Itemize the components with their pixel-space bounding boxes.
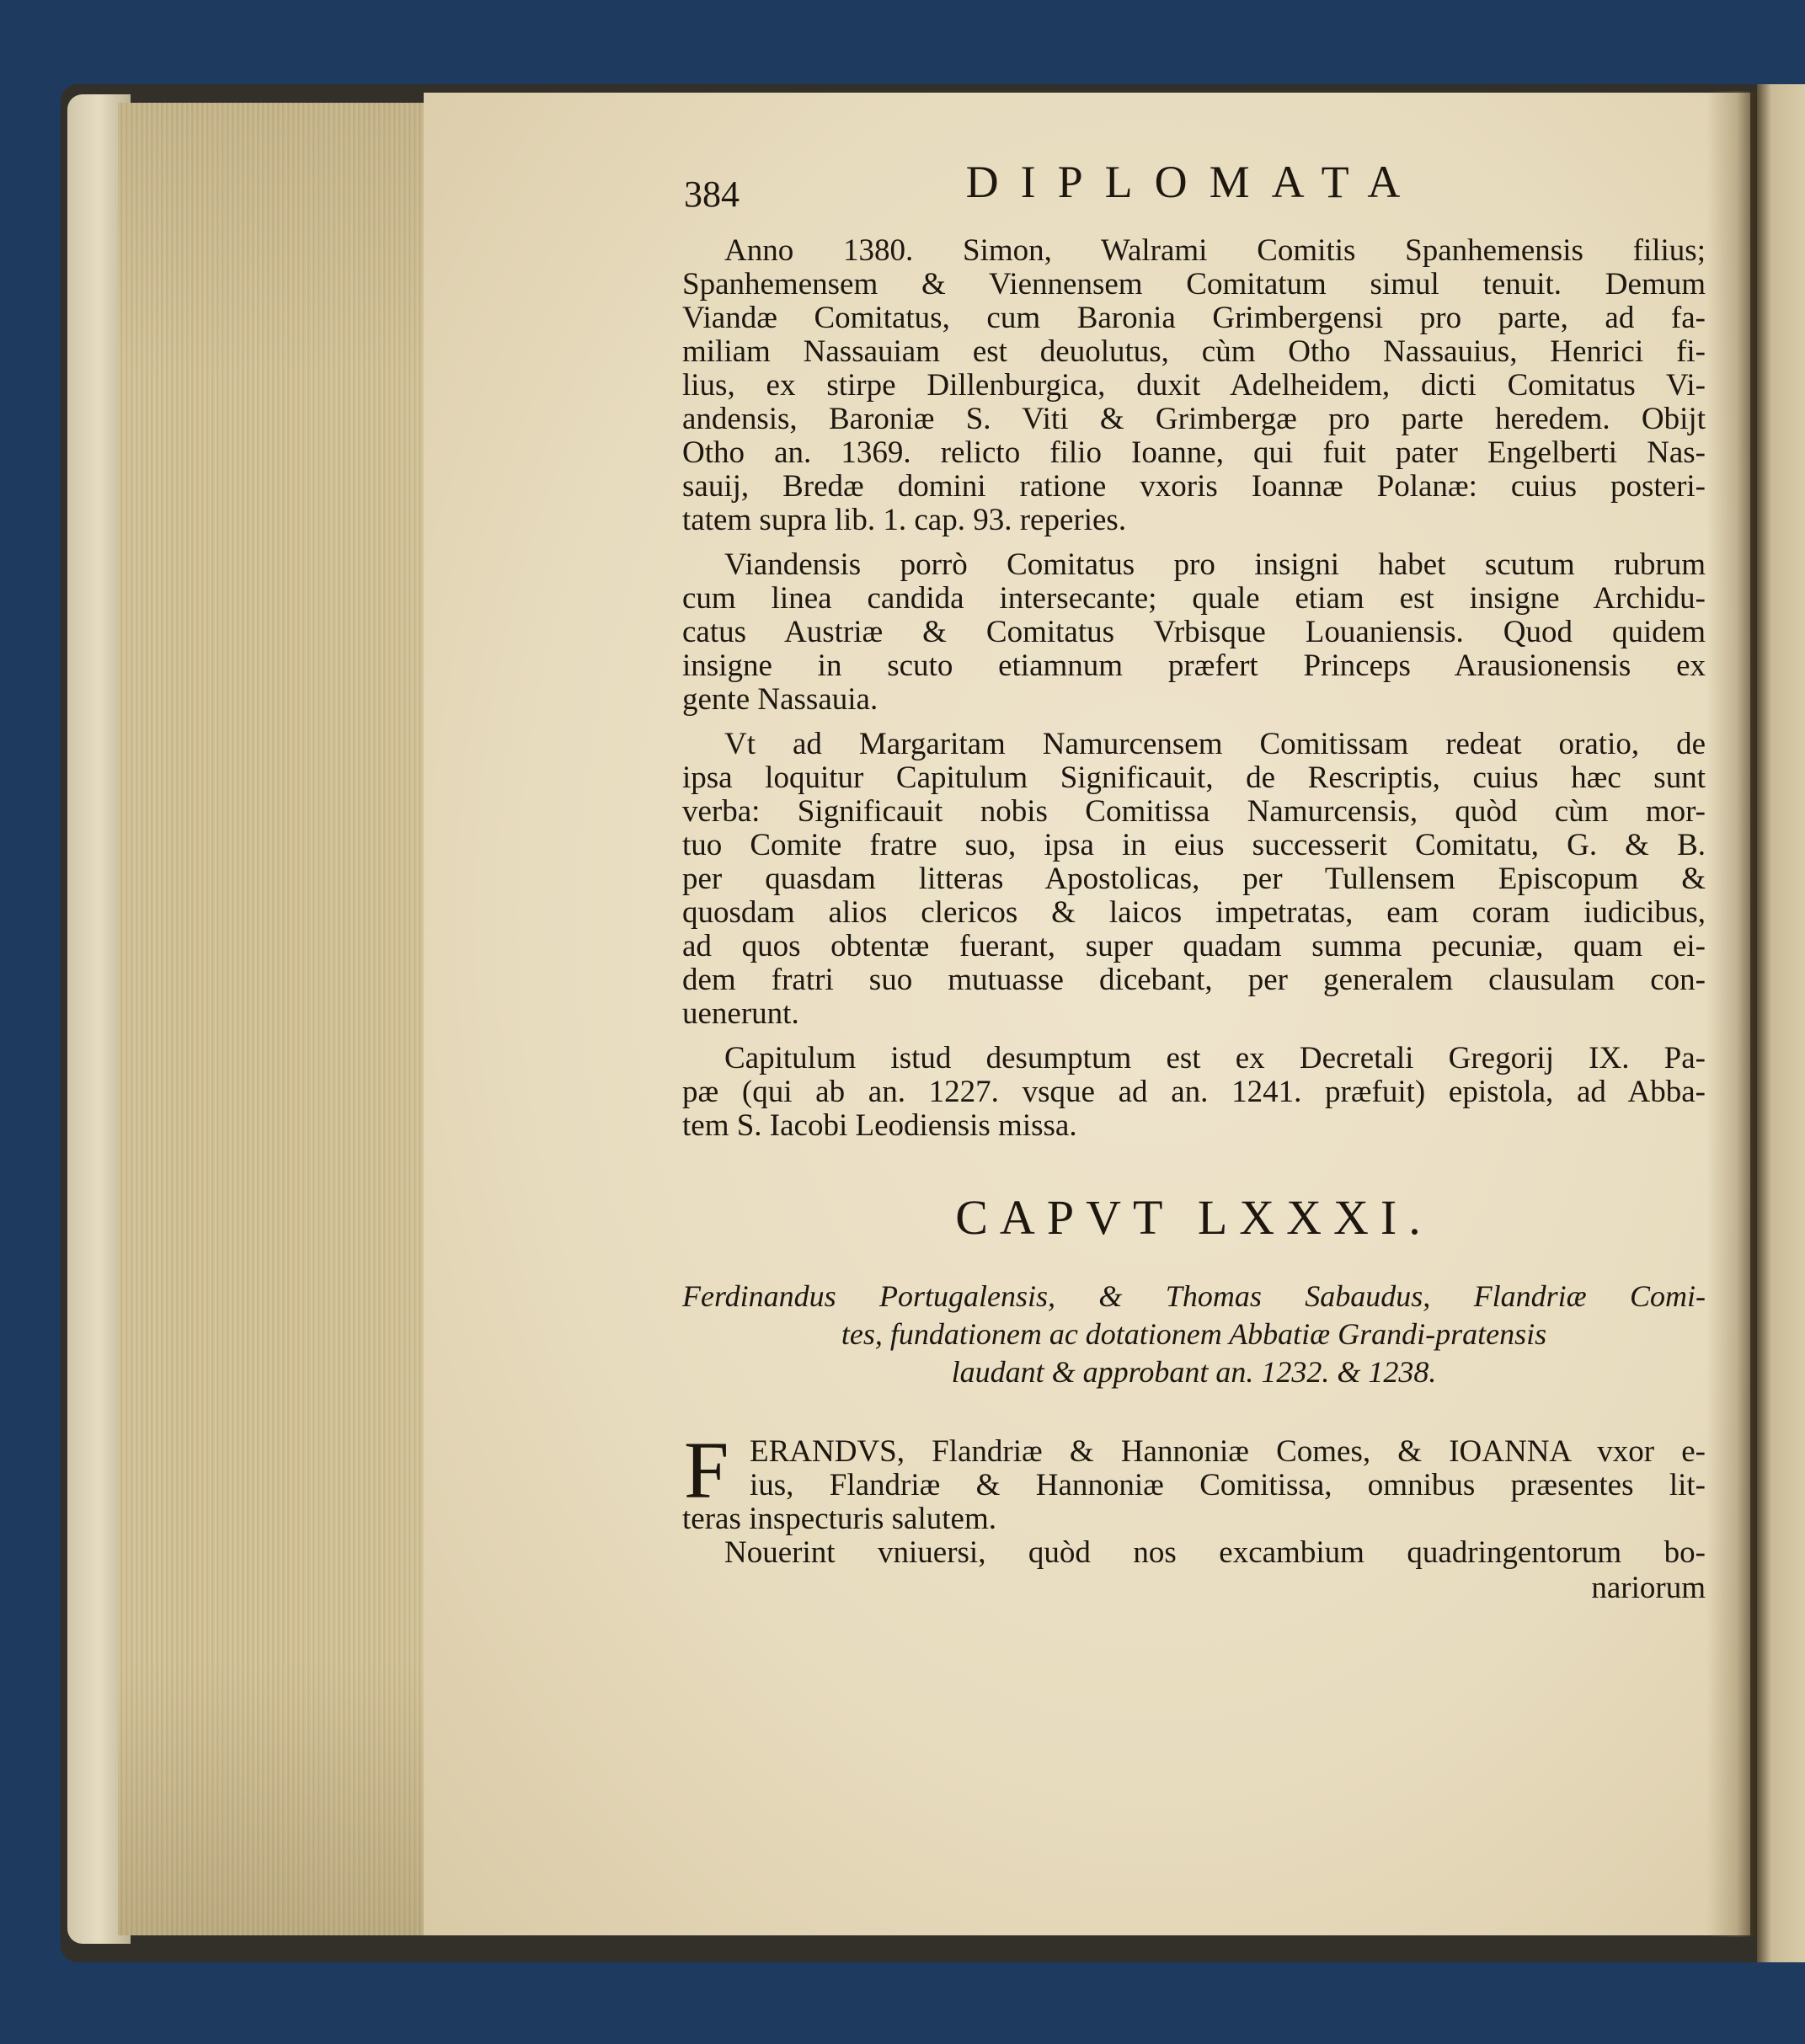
charter-text xyxy=(682,1425,1706,1605)
text-line: ad quos obtentæ fuerant, super quadam summa pecuniæ, quam ei- xyxy=(682,930,1706,963)
text-line: andensis, Baroniæ S. Viti & Grimbergæ pro parte heredem. Obijt xyxy=(682,403,1706,436)
text-line: Anno 1380. Simon, Walrami Comitis Spanhemensis filius; xyxy=(724,234,1706,268)
page-text-block xyxy=(682,139,1706,1605)
paragraph-capitulum xyxy=(682,1042,1706,1143)
page-number: 384 xyxy=(684,173,740,215)
page-gutter xyxy=(1706,91,1757,1937)
drop-cap: F xyxy=(684,1425,729,1515)
text-line: gente Nassauia. xyxy=(682,683,878,717)
text-line: Viandæ Comitatus, cum Baronia Grimbergensi pro parte, ad fa- xyxy=(682,302,1706,335)
text-line: sauij, Bredæ domini ratione vxoris Ioannæ Polanæ: cuius posteri- xyxy=(682,470,1706,504)
paragraph-anno-1380 xyxy=(682,234,1706,537)
text-line: ERANDVS, Flandriæ & Hannoniæ Comes, & IOANNA vxor e- xyxy=(750,1435,1706,1469)
text-line: per quasdam litteras Apostolicas, per Tullensem Episcopum & xyxy=(682,862,1706,896)
text-line: Nouerint vniuersi, quòd nos excambium quadringentorum bo- xyxy=(724,1536,1706,1570)
text-line: cum linea candida intersecante; quale etiam est insigne Archidu- xyxy=(682,582,1706,616)
text-line: pæ (qui ab an. 1227. vsque ad an. 1241. præfuit) epistola, ad Abba- xyxy=(682,1075,1706,1109)
text-line: miliam Nassauiam est deuolutus, cùm Otho Nassauius, Henrici fi- xyxy=(682,335,1706,369)
paragraph-margaritam xyxy=(682,728,1706,1031)
text-line: insigne in scuto etiamnum præfert Princeps Arausionensis ex xyxy=(682,649,1706,683)
text-line: teras inspecturis salutem. xyxy=(682,1502,996,1536)
summary-line: laudant & approbant an. 1232. & 1238. xyxy=(951,1355,1437,1389)
text-line: ipsa loquitur Capitulum Significauit, de Rescriptis, cuius hæc sunt xyxy=(682,761,1706,795)
facing-page-edge xyxy=(1757,84,1805,1962)
text-line: uenerunt. xyxy=(682,997,799,1031)
running-title: DIPLOMATA xyxy=(965,157,1423,207)
text-line: Spanhemensem & Viennensem Comitatum simul tenuit. Demum xyxy=(682,268,1706,302)
text-line: lius, ex stirpe Dillenburgica, duxit Adelheidem, dicti Comitatus Vi- xyxy=(682,369,1706,403)
paragraph-viandensis xyxy=(682,548,1706,717)
text-line: dem fratri suo mutuasse dicebant, per generalem clausulam con- xyxy=(682,963,1706,997)
chapter-title: CAPVT LXXXI. xyxy=(955,1190,1433,1245)
text-line: catus Austriæ & Comitatus Vrbisque Louaniensis. Quod quidem xyxy=(682,616,1706,649)
text-line: tatem supra lib. 1. cap. 93. reperies. xyxy=(682,504,1127,537)
text-line: verba: Significauit nobis Comitissa Namurcensis, quòd cùm mor- xyxy=(682,795,1706,829)
text-line: ius, Flandriæ & Hannoniæ Comitissa, omnibus præsentes lit- xyxy=(750,1469,1706,1502)
summary-line: tes, fundationem ac dotationem Abbatiæ Grandi-pratensis xyxy=(841,1317,1547,1351)
catchword: nariorum xyxy=(1591,1571,1706,1605)
chapter-summary xyxy=(682,1278,1706,1391)
text-line: Viandensis porrò Comitatus pro insigni habet scutum rubrum xyxy=(724,548,1706,582)
text-line: quosdam alios clericos & laicos impetratas, eam coram iudicibus, xyxy=(682,896,1706,930)
text-line: Capitulum istud desumptum est ex Decretali Gregorij IX. Pa- xyxy=(724,1042,1706,1075)
summary-line: Ferdinandus Portugalensis, & Thomas Sabaudus, Flandriæ Comi- xyxy=(682,1279,1706,1313)
running-head xyxy=(682,139,1706,223)
text-line: tuo Comite fratre suo, ipsa in eius successerit Comitatu, G. & B. xyxy=(682,829,1706,862)
text-line: tem S. Iacobi Leodiensis missa. xyxy=(682,1109,1077,1143)
page-stack-shading xyxy=(118,103,425,1935)
text-line: Vt ad Margaritam Namurcensem Comitissam redeat oratio, de xyxy=(724,728,1706,761)
text-line: Otho an. 1369. relicto filio Ioanne, qui fuit pater Engelberti Nas- xyxy=(682,436,1706,470)
